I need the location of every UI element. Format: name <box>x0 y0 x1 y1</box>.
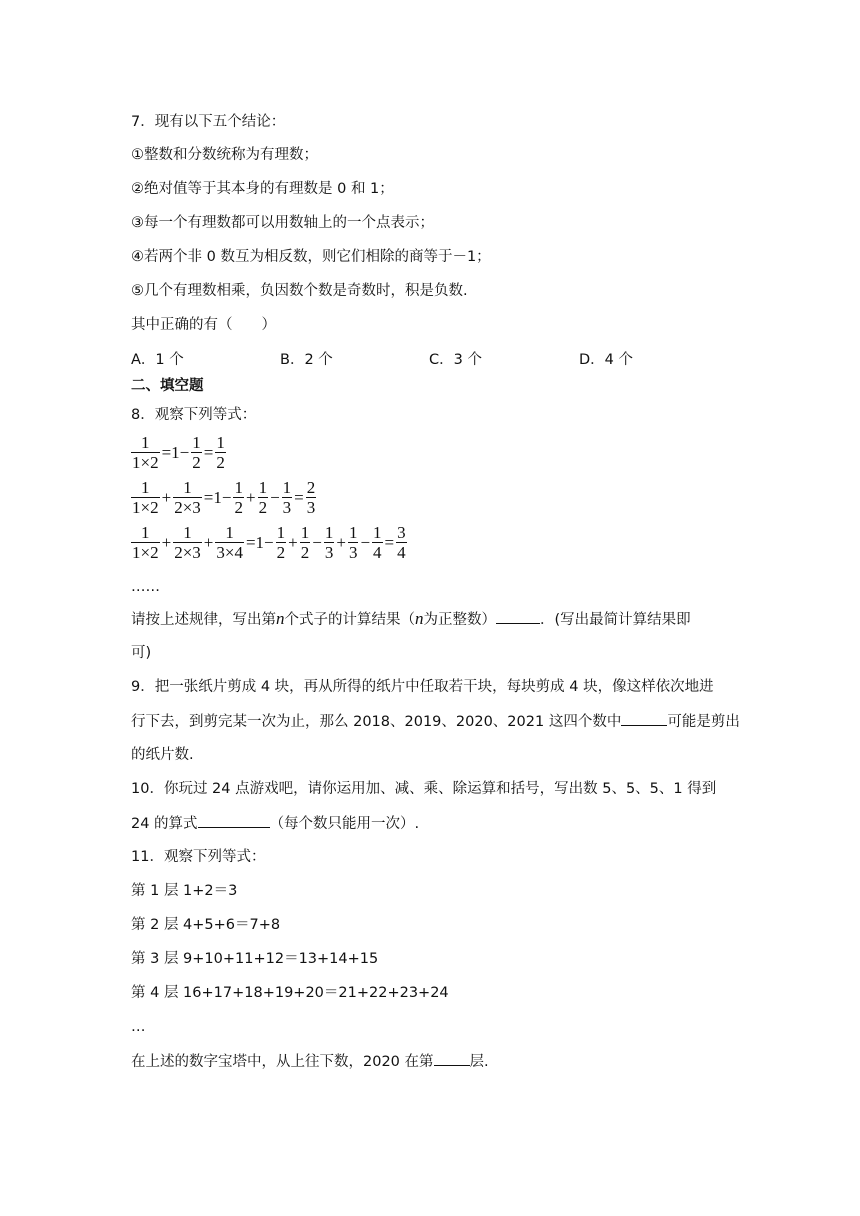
operator: =1− <box>161 442 190 462</box>
operator: = <box>294 487 304 507</box>
q8-ellipsis: …… <box>131 579 160 595</box>
q8-equation-3 <box>131 523 407 562</box>
q7-option-b: B．2 个 <box>280 352 333 368</box>
operator: + <box>161 487 172 507</box>
fraction: $\frac{1}{2}$ <box>192 433 201 472</box>
operator: − <box>360 532 371 552</box>
fraction: $\frac{1}{4}$ <box>373 523 382 562</box>
operator: = <box>384 532 395 552</box>
fraction: $\frac{3}{4}$ <box>397 523 406 562</box>
fraction: $\frac{1}{3}$ <box>282 478 292 517</box>
fraction: $\frac{1}{2}$ <box>276 523 286 562</box>
q11-question: 在上述的数字宝塔中，从上往下数，2020 在第 层. <box>131 1051 489 1072</box>
fraction: $\frac{2}{3}$ <box>306 478 316 517</box>
q7-option-a: A．1 个 <box>131 352 184 368</box>
fraction: $\frac{1}{3}$ <box>348 523 358 562</box>
operator: =1− <box>203 487 232 507</box>
q10-line-1: 10．你玩过 24 点游戏吧，请你运用加、减、乘、除运算和括号，写出数 5、5、5、1 得到 <box>131 781 717 797</box>
q8-instruction: 请按上述规律，写出第n个式子的计算结果（n为正整数） ．(写出最简计算结果即 <box>131 609 691 628</box>
operator: − <box>270 487 280 507</box>
q7-item-3: ③每一个有理数都可以用数轴上的一个点表示； <box>131 215 434 231</box>
q7-prompt: 其中正确的有（ ） <box>131 317 276 333</box>
operator: − <box>312 532 322 552</box>
q11-row-2: 第 2 层 4+5+6＝7+8 <box>131 917 281 933</box>
q8-equation-2 <box>131 478 316 517</box>
fraction: $\frac{1}{1\times 2}$ <box>132 478 159 517</box>
operator: + <box>203 532 214 552</box>
q8-instruction-cont: 可) <box>131 645 152 661</box>
fraction: $\frac{1}{2}$ <box>234 478 243 517</box>
operator: + <box>288 532 298 552</box>
q11-title: 11．观察下列等式： <box>131 849 266 865</box>
fraction: $\frac{1}{1\times 2}$ <box>132 433 159 472</box>
fraction: $\frac{1}{3\times 4}$ <box>216 523 243 562</box>
q7-item-5: ⑤几个有理数相乘，负因数个数是奇数时，积是负数. <box>131 283 468 299</box>
q11-row-4: 第 4 层 16+17+18+19+20＝21+22+23+24 <box>131 985 449 1001</box>
answer-blank[interactable] <box>434 1051 470 1066</box>
operator: = <box>203 442 214 462</box>
fraction: $\frac{1}{2\times 3}$ <box>174 523 201 562</box>
operator: + <box>245 487 256 507</box>
answer-blank[interactable] <box>198 813 270 828</box>
q9-line-1: 9．把一张纸片剪成 4 块，再从所得的纸片中任取若干块，每块剪成 4 块，像这样依次地进 <box>131 679 714 695</box>
q7-option-c: C．3 个 <box>429 352 482 368</box>
fraction: $\frac{1}{2\times 3}$ <box>174 478 201 517</box>
q11-row-1: 第 1 层 1+2＝3 <box>131 883 238 899</box>
q7-item-2: ②绝对值等于其本身的有理数是 0 和 1； <box>131 181 394 197</box>
fraction: $\frac{1}{1\times 2}$ <box>132 523 159 562</box>
operator: + <box>336 532 346 552</box>
q7-title: 7．现有以下五个结论： <box>131 114 286 130</box>
section-heading: 二、填空题 <box>131 378 204 394</box>
fraction: $\frac{1}{3}$ <box>324 523 334 562</box>
q11-row-3: 第 3 层 9+10+11+12＝13+14+15 <box>131 951 379 967</box>
q7-item-4: ④若两个非 0 数互为相反数，则它们相除的商等于－1； <box>131 249 491 265</box>
operator: + <box>161 532 172 552</box>
answer-blank[interactable] <box>621 711 667 726</box>
q11-ellipsis: … <box>131 1019 146 1035</box>
fraction: $\frac{1}{2}$ <box>258 478 268 517</box>
q8-equation-1 <box>131 433 226 472</box>
operator: =1− <box>245 532 274 552</box>
q9-line-3: 的纸片数. <box>131 747 194 763</box>
fraction: $\frac{1}{2}$ <box>300 523 310 562</box>
answer-blank[interactable] <box>496 609 540 624</box>
q7-option-d: D．4 个 <box>579 352 633 368</box>
fraction: $\frac{1}{2}$ <box>216 433 225 472</box>
q7-item-1: ①整数和分数统称为有理数； <box>131 147 318 163</box>
q10-line-2: 24 的算式 （每个数只能用一次）. <box>131 813 419 834</box>
q8-title: 8．观察下列等式： <box>131 407 257 423</box>
q9-line-2: 行下去，到剪完某一次为止，那么 2018、2019、2020、2021 这四个数中 可能是剪出 <box>131 711 740 732</box>
